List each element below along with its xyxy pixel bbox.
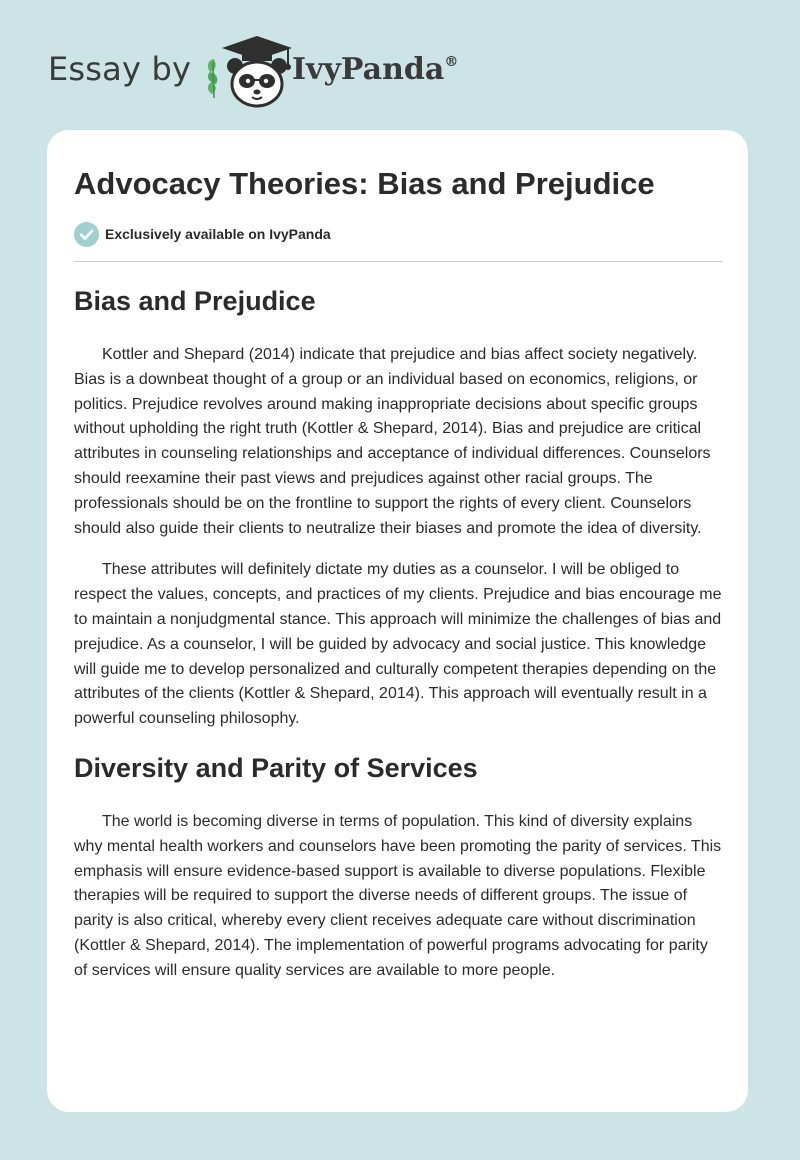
essay-card (47, 130, 748, 1112)
brand-prefix: Essay by (48, 50, 192, 88)
essay-body (74, 281, 724, 984)
brand-header[interactable] (48, 32, 508, 112)
brand-name: IvyPanda® (292, 52, 459, 87)
exclusive-badge (74, 221, 331, 247)
check-circle-icon (74, 222, 99, 247)
paragraph: The world is becoming diverse in terms of population. This kind of diversity explains why mental health workers and counselors have been promoting the parity of services. This emphasis will ensure evidence-based support is available to diverse populations. Flexible therapies will be required to support the diverse needs of different groups. The issue of parity is also critical, whereby every client receives adequate care without discrimination (Kottler & Shepard, 2014). The implementation of powerful programs advocating for parity of services will ensure quality services are available to more people. (74, 812, 722, 979)
title-divider (74, 261, 723, 262)
section-heading: Diversity and Parity of Services (74, 752, 478, 783)
exclusive-badge-text: Exclusively available on IvyPanda (105, 226, 331, 242)
paragraph: Kottler and Shepard (2014) indicate that prejudice and bias affect society negatively. Bias is a downbeat thought of a group or an individual based on economics, religions, or politics. Prejudice revolves around making inappropriate decisions about specific groups without upholding the right truth (Kottler & Shepard, 2014). Bias and prejudice are critical attributes in counseling relationships and acceptance of individual differences. Counselors should reexamine their past views and prejudices against other racial groups. The professionals should be on the frontline to support the rights of every client. Counselors should also guide their clients to neutralize their biases and promote the idea of diversity. (74, 346, 711, 537)
paragraph: These attributes will definitely dictate my duties as a counselor. I will be obliged to respect the values, concepts, and practices of my clients. Prejudice and bias encourage me to maintain a nonjudgmental stance. This approach will minimize the challenges of bias and prejudice. As a counselor, I will be guided by advocacy and social justice. This knowledge will guide me to develop personalized and culturally competent therapies depending on the attributes of the clients (Kottler & Shepard, 2014). This approach will eventually result in a powerful counseling philosophy. (74, 561, 722, 728)
page-title: Advocacy Theories: Bias and Prejudice (74, 166, 655, 201)
section-heading: Bias and Prejudice (74, 286, 316, 316)
